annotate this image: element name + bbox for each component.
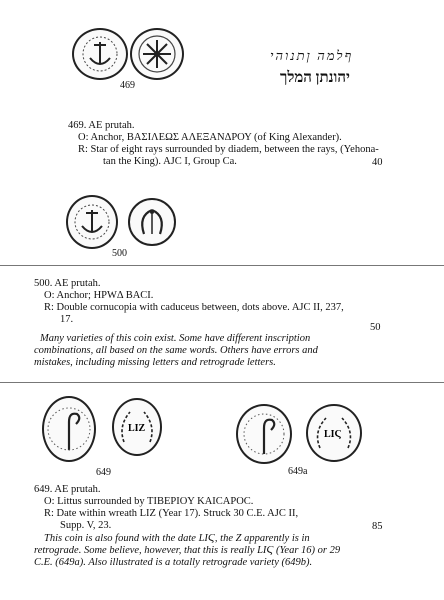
figure-number-649: 649 bbox=[96, 467, 111, 478]
coin-649-obverse bbox=[42, 396, 96, 462]
entry-469-obverse: O: Anchor, ΒΑΣΙΛΕΩΣ ΑΛΕΞΑΝΔΡΟΥ (of King Alexander). bbox=[78, 132, 342, 143]
svg-text:LIZ: LIZ bbox=[128, 423, 146, 434]
entry-649-note-2: retrograde. Some believe, however, that this is really LIϚ (Year 16) or 29 bbox=[34, 545, 341, 556]
entry-500-note-2: combinations, all based on the same words. Others have errors and bbox=[34, 345, 318, 356]
svg-text:LIϚ: LIϚ bbox=[324, 429, 342, 440]
wreath-icon bbox=[308, 406, 360, 460]
star-icon bbox=[132, 30, 182, 78]
entry-649-reverse: R: Date within wreath LIZ (Year 17). Struck 30 C.E. AJC II, bbox=[44, 508, 299, 519]
entry-649-price: 85 bbox=[372, 521, 383, 532]
entry-649-obverse: O: Littus surrounded by TIBEPIOY KAICAPOC. bbox=[44, 496, 254, 507]
coin-649a-obverse bbox=[236, 404, 292, 464]
entry-500-reverse: R: Double cornucopia with caduceus between, dots above. AJC II, 237, bbox=[44, 302, 344, 313]
lituus-icon bbox=[44, 398, 94, 460]
hebrew-inscription: יהונתן המלך bbox=[280, 70, 350, 86]
entry-500-obverse: O: Anchor; HPWΔ BACI. bbox=[44, 290, 154, 301]
paleo-hebrew-inscription: ףלמה ןתנוהי bbox=[270, 48, 354, 63]
coin-649-reverse bbox=[112, 398, 162, 456]
entry-500-title: 500. AE prutah. bbox=[34, 278, 101, 289]
entry-500-price: 50 bbox=[370, 322, 381, 333]
coin-500-reverse bbox=[128, 198, 176, 246]
cornucopia-icon bbox=[130, 200, 174, 244]
figure-number-500: 500 bbox=[112, 248, 127, 259]
scan-separator bbox=[0, 265, 444, 266]
figure-number-469: 469 bbox=[120, 80, 135, 91]
entry-649-note-3: C.E. (649a). Also illustrated is a totally retrograde variety (649b). bbox=[34, 557, 313, 568]
lituus-icon bbox=[238, 406, 290, 462]
entry-500-reverse-cont: 17. bbox=[60, 314, 74, 325]
entry-649-title: 649. AE prutah. bbox=[34, 484, 101, 495]
entry-649-note-1: This coin is also found with the date LIϚ, the Z apparently is in bbox=[44, 533, 310, 544]
figure-number-649a: 649a bbox=[288, 466, 308, 477]
entry-469-reverse: R: Star of eight rays surrounded by diadem, between the rays, (Yehona- bbox=[78, 144, 379, 155]
wreath-icon bbox=[114, 400, 160, 454]
entry-469-reverse-cont: tan the King). AJC I, Group Ca. bbox=[103, 156, 237, 167]
entry-649-reverse-cont: Supp. V, 23. bbox=[60, 520, 112, 531]
coin-469-obverse bbox=[72, 28, 128, 80]
entry-469-price: 40 bbox=[372, 157, 383, 168]
scan-separator bbox=[0, 382, 444, 383]
entry-500-note-1: Many varieties of this coin exist. Some have different inscription bbox=[40, 333, 311, 344]
anchor-icon bbox=[74, 30, 126, 78]
coin-469-reverse bbox=[130, 28, 184, 80]
entry-469-title: 469. AE prutah. bbox=[68, 120, 135, 131]
entry-500-note-3: mistakes, including missing letters and retrograde letters. bbox=[34, 357, 276, 368]
anchor-icon bbox=[68, 197, 116, 247]
coin-500-obverse bbox=[66, 195, 118, 249]
coin-649a-reverse bbox=[306, 404, 362, 462]
